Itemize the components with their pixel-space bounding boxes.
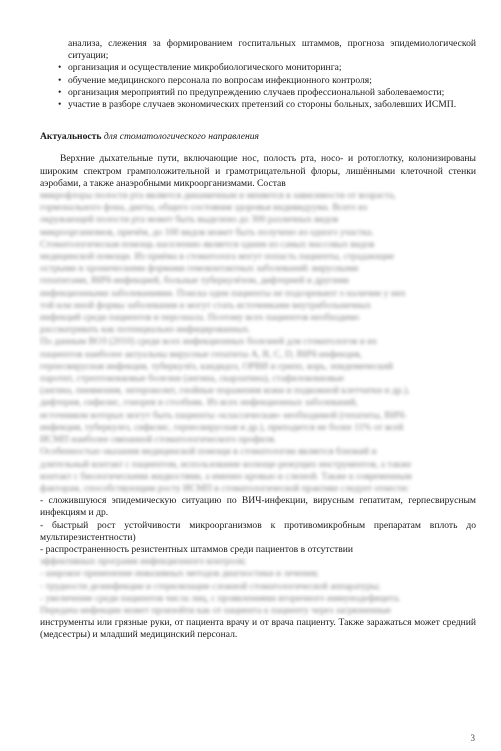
blurred-line: той или иной формы заболевания и могут стать источниками внутрибольничных	[40, 299, 372, 311]
blurred-line: По данным ВОЗ (2010) среди всех инфекционных болезней для стоматологов и их	[40, 336, 378, 348]
bullet-list	[40, 62, 476, 111]
bullet-text: организация и осуществление микробиологического мониторинга;	[68, 62, 342, 74]
blurred-line: Особенностью оказания медицинской помощи в стоматологии является близкий и	[40, 446, 377, 458]
blurred-text-block	[40, 556, 476, 617]
section-heading-bold: Актуальность	[40, 131, 102, 143]
dash-line: - сложившуюся эпидемическую ситуацию по ВИЧ-инфекции, вирусным гепатитам, герпесвирусным инфекциям и др.	[40, 495, 476, 519]
blurred-line: герпесвирусная инфекция, туберкулёз, кандидоз, ОРВИ и грипп, корь, эпидемический	[40, 360, 394, 372]
blurred-line: источником которых могут быть пациенты «классическая» необходимой (гепатиты, ВИЧ-	[40, 409, 408, 421]
blurred-line: микроорганизмов, причём, до 100 видов может быть получено из одного участка.	[40, 226, 374, 238]
blurred-line: окружающей полости рта может быть выделено до 300 различных видов	[40, 214, 339, 226]
bullet-item	[40, 99, 476, 111]
dash-line: - распространенность резистентных штаммов среди пациентов в отсутствии	[40, 543, 353, 555]
blurred-line: Передача инфекции может произойти как от пациента к пациенту через загрязненные	[40, 604, 392, 616]
page-number: 3	[470, 733, 475, 743]
blurred-line: инфекция, туберкулез, сифилис, герпесвирусная и др.), приходится не более 11% от всей	[40, 421, 404, 433]
bullet-item	[40, 75, 476, 87]
blurred-line: медицинской помощи. Из приёма в стоматолога могут попасть пациенты, страдающие	[40, 251, 395, 263]
bullet-item	[40, 87, 476, 99]
bullet-dot-icon: •	[58, 62, 62, 74]
blurred-line: гормонального фона, диеты, общего состояния здоровья индивидуума. Всего из	[40, 202, 368, 214]
blurred-line: контакт с биологическими жидкостями, а именно кровью и слюной. Также к современным	[40, 470, 412, 482]
blurred-line: ИСМП наиболее связанной стоматологического профиля.	[40, 434, 277, 446]
top-continuation-text: анализа, слежения за формированием госпитальных штаммов, прогноза эпидемиологической ситуации;	[68, 38, 476, 62]
blurred-line: дифтерия, сифилис, гонорея и столбняк. Из всех инфекционных заболеваний,	[40, 397, 358, 409]
blurred-line: рассматривать как потенциально инфицированных.	[40, 324, 251, 336]
blurred-line: эффективных программ инфекционного контроля;	[40, 556, 247, 568]
bullet-text: обучение медицинского персонала по вопросам инфекционного контроля;	[68, 74, 372, 86]
document-page	[40, 38, 476, 642]
blurred-line: гепатитами, ВИЧ-инфекцией, больные туберкулёзом, дифтерией и другими	[40, 275, 349, 287]
bullet-dot-icon: •	[58, 86, 62, 98]
section-heading-italic: для стоматологического направления	[103, 131, 260, 143]
bullet-text: участие в разборе случаев экономических претензий со стороны больных, заболевших ИСМП.	[68, 99, 457, 111]
dash-line: - быстрый рост устойчивости микроорганизмов к противомикробным препаратам вплоть до мультирезистентности)	[40, 519, 476, 543]
blurred-line: - широкое применение инвазивных методов диагностики и лечения;	[40, 568, 319, 580]
bullet-text: организация мероприятий по предупреждению случаев профессиональной заболеваемости;	[68, 86, 445, 98]
dash-list	[40, 495, 476, 556]
blurred-line: инфекционными заболеваниями. Поиска одни пациенты не подозревают о наличии у них	[40, 287, 406, 299]
bullet-dot-icon: •	[58, 99, 62, 111]
blurred-line: (ангина, пневмония, энтероколит, гнойные поражения кожи и подкожной клетчатки и др.),	[40, 385, 410, 397]
bullet-dot-icon: •	[58, 74, 62, 86]
blurred-text-block	[40, 190, 476, 495]
blurred-line: длительный контакт с пациентом, использование колюще-режущих инструментов, а также	[40, 458, 412, 470]
blurred-line: Стоматологическая помощь населению является одним из самых массовых видов	[40, 238, 375, 250]
blurred-line: пациентов наиболее актуальны вирусные гепатиты А, В, С, D, ВИЧ-инфекция,	[40, 348, 362, 360]
section-heading	[40, 131, 476, 143]
intro-paragraph: Верхние дыхательные пути, включающие нос, полость рта, носо- и ротоглотку, колонизированы широким спектром грамположительной и грамотрицательной флоры, лишёнными клеточной стенки аэробами, а также анаэробными микроорганизмами. Состав	[40, 153, 476, 189]
blurred-line: - трудности дезинфекции и стерилизации сложной стоматологической аппаратуры;	[40, 580, 381, 592]
closing-paragraph: инструменты или грязные руки, от пациента врачу и от врача пациенту. Также заражаться может средний (медсестры) и младший медицинский персонал.	[40, 617, 476, 641]
blurred-line: микрофлоры полости рта является динамичным и меняется в зависимости от возраста,	[40, 190, 396, 202]
blurred-line: факторам, способствующим росту ИСМП в стоматологической практике следует отнести:	[40, 482, 410, 494]
blurred-line: - увеличение среди пациентов числа лиц, с проявлениями вторичного иммунодефицита.	[40, 592, 401, 604]
blurred-line: острыми и хроническими формами гемоконтактных заболеваний: вирусными	[40, 263, 359, 275]
blurred-line: паротит, стрептококковые болезни (ангина, скарлатина), стафилококковые	[40, 373, 345, 385]
blurred-line: инфекций среди пациентов и персонала. Поэтому всех пациентов необходимо	[40, 312, 360, 324]
bullet-item	[40, 62, 476, 74]
